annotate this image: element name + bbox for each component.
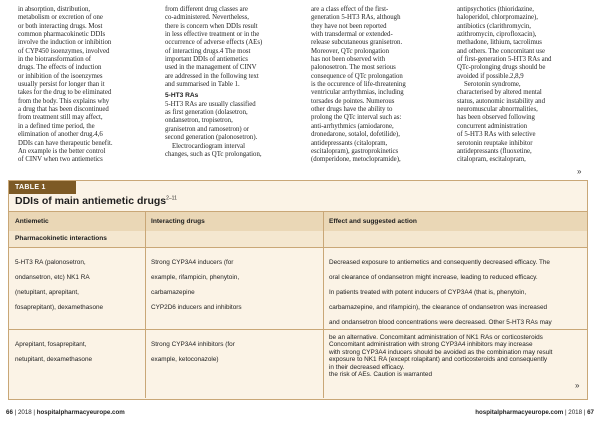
body-text-line: of first-generation 5-HT3 RAs and [457,56,552,64]
table-cell-line: Aprepitant, fosaprepitant, [15,341,87,349]
body-text-line: antipsychotics (thioridazine, [457,6,535,13]
body-text-line: 5-HT3 RAs are usually classified [165,100,256,108]
table-tag: TABLE 1 [9,181,76,194]
column-divider [323,211,324,398]
body-text-line: co-administered. Nevertheless, [165,14,249,22]
table-header-row [9,211,587,232]
table-cell-line: 5-HT3 RA (palonosetron, [15,259,86,267]
table-cell-line: the risk of AEs. Caution is warranted [329,371,433,379]
table-cell-line: oral clearance of ondansetron might increase, leading to reduced efficacy. [329,274,538,282]
table-cell-line: example, ketoconazole) [151,356,219,364]
body-text-line: avoided if possible.2,8,9 [457,72,524,80]
table-1 [8,180,588,400]
body-text-line: occurrence of adverse effects (AEs) [165,39,263,47]
body-text-line: common pharmacokinetic DDIs [18,31,106,39]
body-text-line: escitalopram), gastroprokinetics [311,147,399,155]
row2-antiemetic [15,335,141,371]
body-text-line: of 5-HT3 RAs with selective [457,131,536,139]
body-text-line: anti-arrhythmics (amiodarone, [311,122,394,130]
table-continue-arrow-icon: » [575,381,580,390]
table-cell-line: Decreased exposure to antiemetics and consequently decreased efficacy. The [329,259,550,267]
body-text-line: in less effective treatment or in the [165,31,260,39]
body-text-line: of CINV when two antiemetics [18,156,103,164]
body-text-line: has not been observed with [311,56,385,64]
table-cell-line: carbamazepine, and rifampicin), the clearance of ondansetron was increased [329,304,548,312]
body-text-line: ventricular arrhythmias, including [311,89,404,97]
header-interacting-drugs: Interacting drugs [151,218,205,225]
body-text-line: other drugs have the ability to [311,106,393,114]
section-heading-5ht3: 5-HT3 RAs [165,92,199,100]
table-cell-line: Concomitant administration with strong CYP3A4 inhibitors may increase [329,341,533,349]
body-text-line: generation 5-HT3 RAs, although [311,14,401,22]
column-divider [145,211,146,398]
table-cell-line: example, rifampicin, phenytoin, [151,274,240,282]
text-column-4 [457,6,594,165]
body-text-line: has been observed following [457,114,535,122]
continue-arrow-icon: » [577,167,582,176]
body-text-line: metabolism or excretion of one [18,14,103,22]
body-text-line: usually persist for longer than it [18,81,105,89]
header-antiemetic: Antiemetic [15,218,49,225]
text-column-2 [165,6,302,159]
text-column-3 [311,6,448,165]
body-text-line: QTc-prolonging drugs should be [457,64,546,72]
body-text-line: status, autonomic instability and [457,97,545,105]
body-text-line: from the body. This explains why [18,97,110,105]
body-text-line: there is concern when DDIs result [165,22,258,30]
row2-effect [329,335,573,386]
body-text-line: or both interacting drugs. Most [18,22,103,30]
body-text-line: drugs. The effects of induction [18,64,102,72]
body-text-line: haloperidol, chlorpromazine), [457,14,538,22]
table-cell-line: fosaprepitant), dexamethasone [15,304,104,312]
body-text-line: in a defined time period, the [18,122,95,130]
row1-antiemetic [15,253,141,319]
body-text-line: of interacting drugs.4 The most [165,47,251,55]
table-cell-line: CYP2D6 inducers and inhibitors [151,304,242,312]
body-text-line: granisetron and ramosetron) or [165,125,249,133]
header-effect: Effect and suggested action [329,218,417,225]
body-text-line: with transdermal or extended- [311,31,393,39]
body-text-line: dronedarone, sotalol, dofetilide), [311,131,400,139]
body-text-line: DDIs can have therapeutic benefit. [18,139,113,147]
body-text-line: prolong the QTc interval such as: [311,114,402,122]
body-text-line: ondansetron, tropisetron, [165,117,233,125]
body-text-line: takes for the drug to be eliminated [18,89,112,97]
body-text-line: antidepressants (citalopram, [311,139,388,147]
body-text-line: of CYP450 isoenzymes, involved [18,47,110,55]
table-cell-line: with strong CYP3A4 inducers should be avoided as the combination may result [329,348,553,356]
body-text-line: torsades de pointes. Numerous [311,97,395,105]
body-text-line: serotonin reuptake inhibitor [457,139,533,147]
table-cell-line: (netupitant, aprepitant, [15,289,79,297]
body-text-line: in the biotransformation of [18,56,92,64]
body-text-line: palonosetron. The most serious [311,64,396,72]
body-text-line: second generation (palonosetron). [165,134,258,142]
table-cell-line: exposure to NK1 RA (except rolapitant) and corticosteroids and consequently [329,356,548,364]
body-text-line: neuromuscular abnormalities, [457,106,538,114]
row-divider [9,329,587,330]
body-text-line: consequence of QTc prolongation [311,72,403,80]
section-row-pharmacokinetic: Pharmacokinetic interactions [9,231,587,248]
body-text-line: as first generation (dolasetron, [165,109,248,117]
footer-right: hospitalpharmacyeurope.com | 2018 | 67 [475,409,594,416]
body-text-line: a drug that has been discontinued [18,106,109,114]
body-text-line: azithromycin, ciprofloxacin), [457,31,537,39]
table-cell-line: Strong CYP3A4 inducers (for [151,259,234,267]
body-text-line: changes, such as QTc prolongation, [165,150,262,158]
body-text-line: concurrent administration [457,122,528,130]
body-text-line: are a class effect of the first- [311,6,389,13]
body-text-line: involve the induction or inhibition [18,39,112,47]
table-cell-line: be an alternative. Concomitant administration of NK1 RAs or corticosteroids [329,333,543,341]
body-text-line: they have not been reported [311,22,387,30]
body-text-line: in absorption, distribution, [18,6,91,13]
row2-interacting [151,335,319,371]
body-text-line: important DDIs of antiemetics [165,56,248,64]
body-text-line: antibiotics (clarithromycin, [457,22,531,30]
table-cell-line: ondansetron, etc) NK1 RA [15,274,90,282]
body-text-line: Electrocardiogram interval [172,142,246,150]
table-cell-line: Strong CYP3A4 inhibitors (for [151,341,235,349]
body-text-line: elimination of another drug.4,6 [18,131,103,139]
row1-interacting [151,253,319,319]
table-cell-line: netupitant, dexamethasone [15,356,93,364]
body-text-line: is the occurence of life-threatening [311,81,406,89]
body-text-line: and summarised in Table 1. [165,81,240,89]
body-text-line: from different drug classes are [165,6,248,13]
table-cell-line: in their decreased efficacy. [329,363,405,371]
table-cell-line: and ondansetron blood concentrations were decreased. Other 5-HT3 RAs may [329,318,552,326]
body-text-line: antidepressants (fluoxetine, [457,147,532,155]
body-text-line: or inhibition of the isoenzymes [18,72,103,80]
body-text-line: methadone, lithium, tacrolimus [457,39,542,47]
body-text-line: An example is the better control [18,147,106,155]
footer-left: 66 | 2018 | hospitalpharmacyeurope.com [6,409,125,416]
table-cell-line: carbamazepine [151,289,195,297]
body-text-line: Moreover, QTc prolongation [311,47,389,55]
body-text-line: release subcutaneous granisetron. [311,39,403,47]
body-text-line: from treatment still may affect, [18,114,103,122]
body-text-line: characterised by altered mental [457,89,542,97]
body-text-line: and others. The concomitant use [457,47,546,55]
body-text-line: used in the management of CINV [165,64,257,72]
table-title: DDIs of main antiemetic drugs$^{2-11}$ [15,195,177,207]
body-text-line: are addressed in the following text [165,72,259,80]
body-text-line: (domperidone, metoclopramide), [311,156,401,164]
body-text-line: Serotonin syndrome, [464,81,521,89]
body-text-line: citalopram, escitalopram, [457,156,526,164]
table-cell-line: In patients treated with potent inducers of CYP3A4 (that is, phenytoin, [329,289,527,297]
text-column-1 [18,6,155,165]
